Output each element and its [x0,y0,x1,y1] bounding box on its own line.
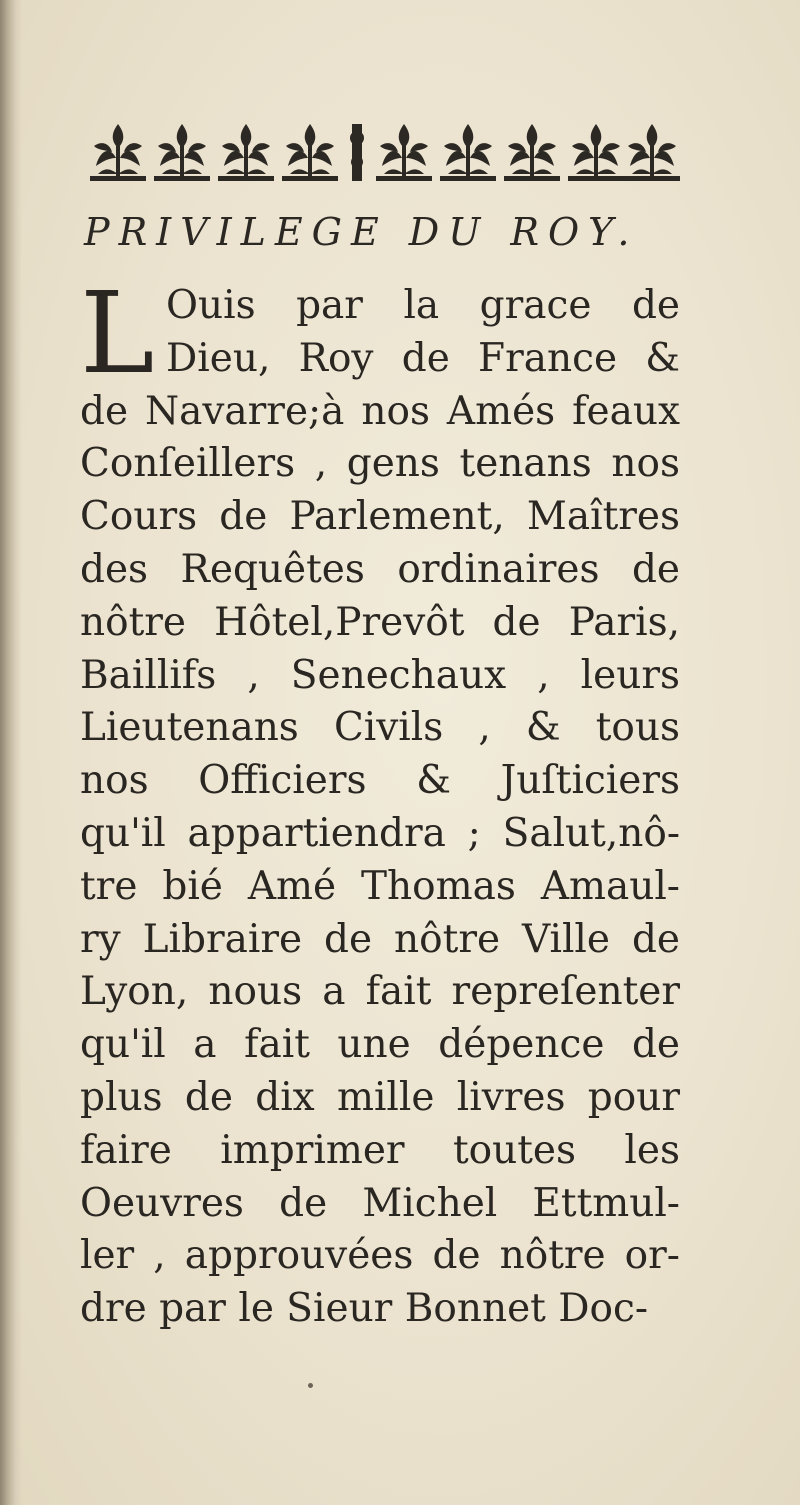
text-line: ler , approuvées de nôtre or- [80,1233,680,1279]
text-line: Lyon, nous a fait repreſenter [80,969,680,1015]
text-line: Lieutenans Civils , & tous [80,705,680,751]
text-line: Baillifs , Senechaux , leurs [80,652,680,698]
text-line: des Requêtes ordinaires de [80,546,680,592]
text-line: tre bié Amé Thomas Amaul- [80,863,680,909]
drop-cap: L [80,269,155,399]
fleuron-band-icon [88,118,680,190]
page-gutter [0,0,22,1505]
text-line: plus de dix mille livres pour [80,1074,680,1120]
text-line: de Navarre;à nos Amés feaux [80,388,680,434]
text-line: dre par le Sieur Bonnet Doc- [80,1286,649,1332]
text-line: faire imprimer toutes les [80,1127,680,1173]
text-line: nos Officiers & Juſticiers [80,758,680,804]
text-line: qu'il appartiendra ; Salut,nô- [80,810,680,856]
privilege-text [80,269,680,1336]
text-line: Cours de Parlement, Maîtres [80,494,680,540]
page-heading: PRIVILEGE DU ROY. [84,210,639,254]
text-line: qu'il a fait une dépence de [80,1022,680,1068]
text-line: L Ouis par la grace de [80,269,680,399]
text-line: ry Libraire de nôtre Ville de [80,916,680,962]
text-line: Oeuvres de Michel Ettmul- [80,1180,680,1226]
ink-speck [308,1383,313,1388]
text-line: Conſeillers , gens tenans nos [80,441,680,487]
text-line: Dieu, Roy de France & [166,335,680,381]
text-line: nôtre Hôtel,Prevôt de Paris, [80,599,680,645]
